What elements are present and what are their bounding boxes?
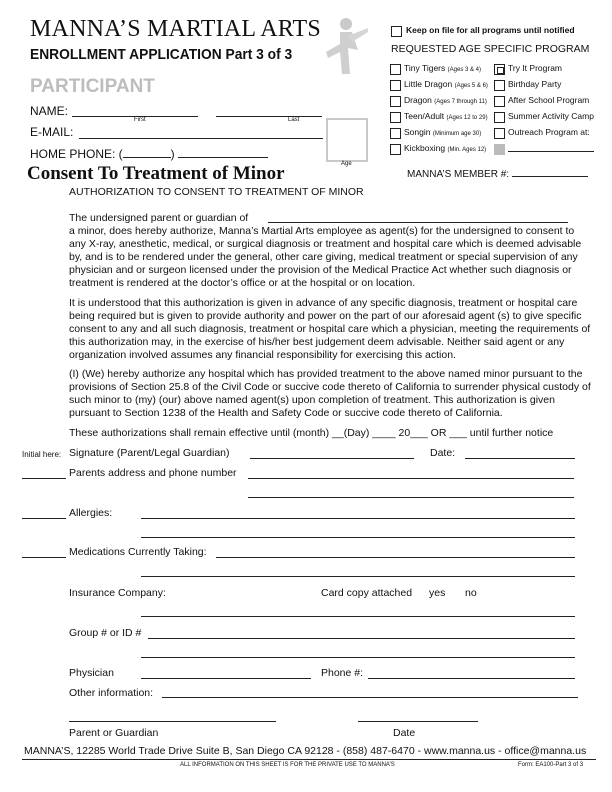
last-name-field[interactable] [216,116,322,117]
kickboxing-label: Kickboxing (Min. Ages 12) [404,143,487,153]
keep-on-file-checkbox[interactable] [391,26,402,37]
insurance-field[interactable] [141,616,575,617]
birthday-party-label: Birthday Party [508,79,562,89]
org-name: MANNA’S MARTIAL ARTS [30,16,321,42]
date-field[interactable] [465,458,575,459]
footer-divider [22,759,596,760]
initial-parents-address[interactable] [22,478,66,479]
age-box[interactable] [326,118,368,162]
logo-watermark [318,14,370,78]
after-school-checkbox[interactable] [494,96,505,107]
card-copy-label: Card copy attached [321,587,413,599]
try-it-label: Try It Program [508,63,562,73]
name-label: NAME: [30,104,69,118]
other-info-field[interactable] [162,697,578,698]
physician-field[interactable] [141,678,311,679]
initial-here-label: Initial here: [22,450,62,459]
dragon-checkbox[interactable] [390,96,401,107]
bottom-date-field[interactable] [358,721,478,722]
insurance-label: Insurance Company: [69,587,166,599]
tiny-tigers-checkbox[interactable] [390,64,401,75]
group-label: Group # or ID # [69,627,142,639]
allergies-field-2[interactable] [141,537,575,538]
parents-address-field-1[interactable] [248,478,574,479]
requested-program-title: REQUESTED AGE SPECIFIC PROGRAM [391,43,590,55]
form-title: ENROLLMENT APPLICATION Part 3 of 3 [30,46,293,63]
no-option[interactable]: no [465,587,477,599]
initial-medications[interactable] [22,557,66,558]
form-id: Form: EA100-Part 3 of 3 [518,762,584,768]
dragon-label: Dragon (Ages 7 through 11) [404,95,487,105]
group-field-1[interactable] [148,638,575,639]
footer-address: MANNA’S, 12285 World Trade Drive Suite B, San Diego CA 92128 - (858) 487-6470 - www.manna.us - office@manna.us [24,745,587,757]
consent-paragraph-1: a minor, does hereby authorize, Manna’s Martial Arts employee as agent(s) for the undersigned to consent to any X-ray, anesthetic, medical, or surgical diagnosis or treatment and hospital care which is deemed advisable by, and is to be rendered under the general, other care giving, medical treatment or special supervision of any physician and or surgeon licensed under the provision of the Medical Practice Act whether such diagnosis or treatment is rendered at the doctor’s office or at the hospital or on location. [69,225,582,289]
date-label: Date: [430,447,456,459]
parent-guardian-signature-field[interactable] [69,721,276,722]
parents-address-label: Parents address and phone number [69,467,237,479]
medications-label: Medications Currently Taking: [69,546,207,558]
consent-paragraph-2: It is understood that this authorization is given in advance of any specific diagnosis, treatment or hospital care being required but is given to provide authority and power on the part of our aforesaid agent (s) to give specific consent to any and all such diagnosis, treatment or hospital care which a physician, meeting the requirements of this authorization may, in the exercise of his/her best judgement deem advisable. Neither said agent or any organization involved assumes any financial responsibility for exercising this action. [69,297,591,361]
last-caption: Last [288,117,300,123]
effective-line: These authorizations shall remain effective until (month) __(Day) ____ 20___ OR ___ until further notice [69,427,554,439]
first-caption: First [134,117,146,123]
private-note: ALL INFORMATION ON THIS SHEET IS FOR THE PRIVATE USE TO MANNA’S [180,762,395,768]
summer-camp-checkbox[interactable] [494,112,505,123]
birthday-party-checkbox[interactable] [494,80,505,91]
bottom-date-label: Date [393,727,416,739]
consent-paragraph-3: (I) (We) hereby authorize any hospital which has provided treatment to the above named minor pursuant to the provisions of Section 25.8 of the Civil Code or succive code thereto of California to surrender physical custody of such minor to (my) (our) above named agent(s) upon completion of treatment. This authorization is given pursuant to Section 1238 of the Health and Safety Code or succive code thereto of California. [69,368,591,419]
summer-camp-label: Summer Activity Camp [508,111,594,121]
after-school-label: After School Program [508,95,590,105]
p1-lead: The undersigned parent or guardian of [69,212,249,224]
medications-field-1[interactable] [216,557,575,558]
kickboxing-checkbox[interactable] [390,144,401,155]
section-label: PARTICIPANT [30,76,155,97]
allergies-label: Allergies: [69,507,113,519]
phone-label: HOME PHONE: ( ) [30,147,268,161]
consent-title: Consent To Treatment of Minor [27,163,285,184]
outreach-label: Outreach Program at: [508,127,590,137]
physician-label: Physician [69,667,114,679]
group-field-2[interactable] [141,657,575,658]
little-dragon-label: Little Dragon (Ages 5 & 6) [404,79,488,89]
outreach-checkbox[interactable] [494,128,505,139]
email-field[interactable] [79,138,323,139]
email-label: E-MAIL: [30,125,74,139]
physician-phone-field[interactable] [368,678,575,679]
teen-adult-checkbox[interactable] [390,112,401,123]
keep-on-file-label: Keep on file for all programs until notified [406,25,575,35]
songin-label: Songin (Minimum age 30) [404,127,482,137]
songin-checkbox[interactable] [390,128,401,139]
phone-number-label: Phone #: [321,667,364,679]
yes-option[interactable]: yes [429,587,446,599]
minor-name-field[interactable] [268,222,568,223]
signature-field[interactable] [250,458,414,459]
signature-label: Signature (Parent/Legal Guardian) [69,447,230,459]
other-info-label: Other information: [69,687,154,699]
medications-field-2[interactable] [141,576,575,577]
tiny-tigers-label: Tiny Tigers (Ages 3 & 4) [404,63,481,73]
parents-address-field-2[interactable] [248,497,574,498]
other-program-line[interactable] [508,151,594,152]
consent-subtitle: AUTHORIZATION TO CONSENT TO TREATMENT OF MINOR [69,186,364,198]
member-label: MANNA’S MEMBER #: [407,169,588,180]
initial-allergies[interactable] [22,518,66,519]
allergies-field-1[interactable] [141,518,575,519]
try-it-check-inner [497,67,504,74]
little-dragon-checkbox[interactable] [390,80,401,91]
teen-adult-label: Teen/Adult (Ages 12 to 29) [404,111,488,121]
parent-guardian-label: Parent or Guardian [69,727,159,739]
age-caption: Age [341,161,352,167]
other-program-checkbox[interactable] [494,144,505,155]
